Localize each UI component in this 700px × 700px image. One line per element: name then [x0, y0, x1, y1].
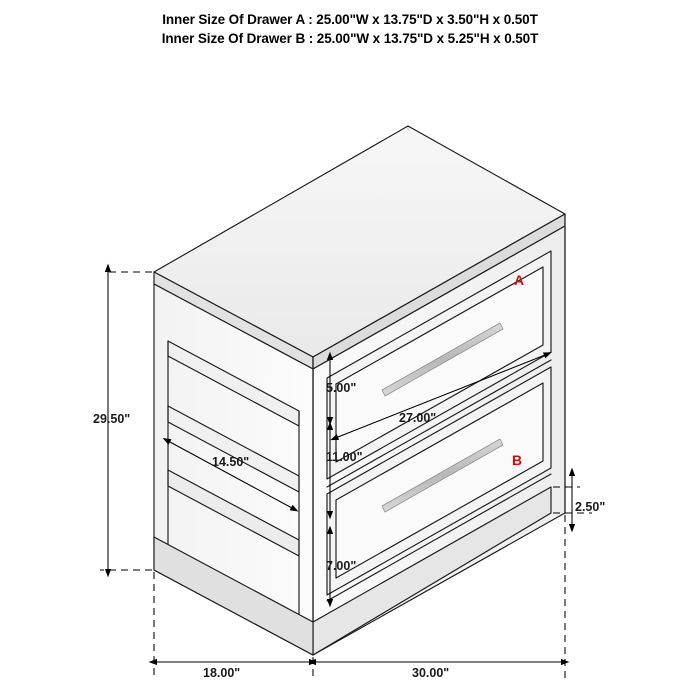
dim-depth-label: 18.00" [203, 666, 241, 680]
spec-line-drawer-b: Inner Size Of Drawer B : 25.00"W x 13.75"D x 5.25"H x 0.50T [161, 31, 539, 46]
drawer-b-callout: B [512, 452, 523, 468]
dim-width-label: 30.00" [412, 666, 450, 680]
cabinet-body [154, 126, 565, 655]
drawer-a-callout: A [514, 272, 525, 288]
dim-overall-height-label: 29.50" [93, 412, 131, 426]
dim-drawer-a-height-label: 5.00" [326, 381, 357, 395]
dim-side-depth-label: 14.50" [212, 455, 250, 469]
dim-base-height-label: 2.50" [575, 500, 606, 514]
dim-drawer-b-offset-label: 11.00" [326, 450, 363, 464]
dim-drawer-b-height-label: 7.00" [326, 559, 357, 573]
spec-line-drawer-a: Inner Size Of Drawer A : 25.00"W x 13.75"D x 3.50"H x 0.50T [162, 12, 538, 27]
dim-front-width-label: 27.00" [399, 411, 437, 425]
